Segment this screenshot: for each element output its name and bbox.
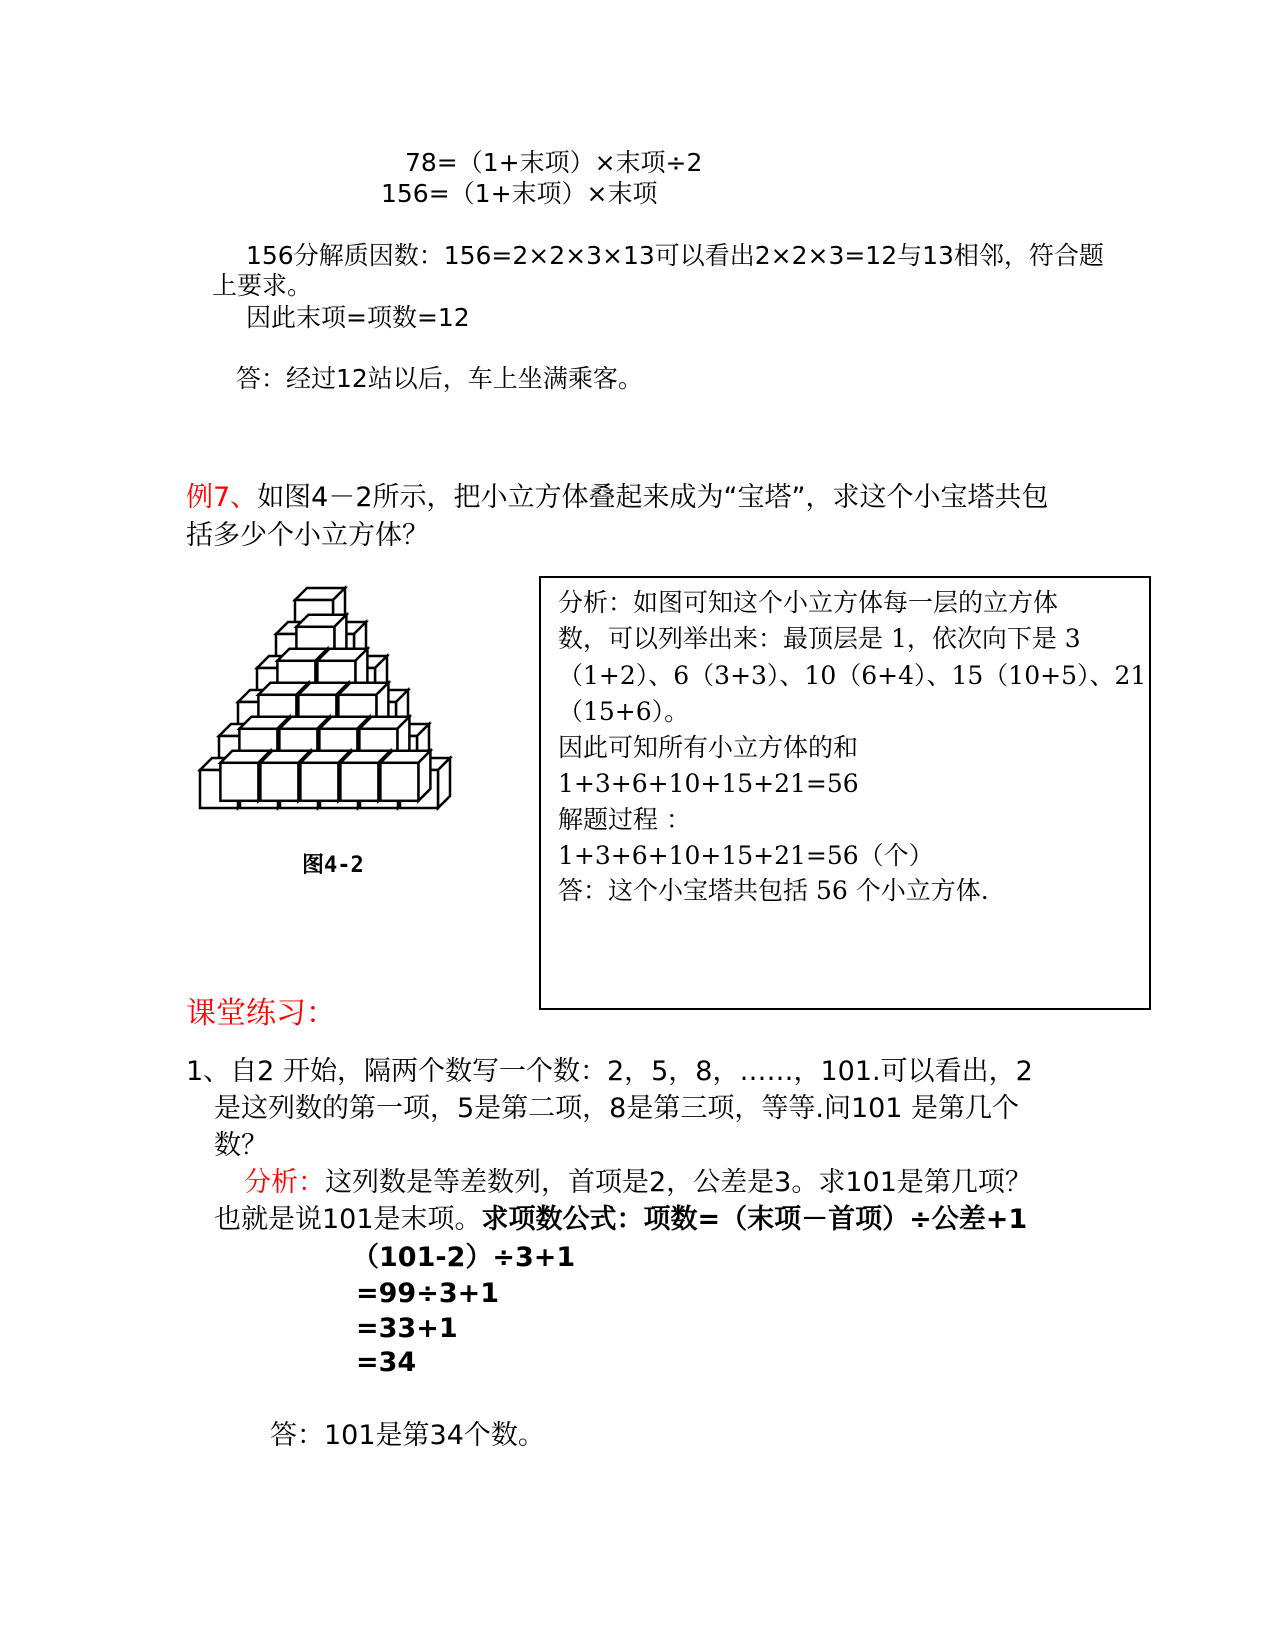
calc-step-4: =34 (356, 1347, 417, 1378)
analysis-line: 1+3+6+10+15+21=56（个） (558, 841, 934, 870)
analysis-line: （15+6）。 (558, 697, 690, 726)
question-1-line-3: 数？ (214, 1130, 268, 1161)
practice-answer: 答：101是第34个数。 (270, 1420, 545, 1451)
analysis-line: 答：这个小宝塔共包括 56 个小立方体. (558, 876, 989, 905)
analysis-line: 数，可以列举出来：最顶层是 1，依次向下是 3 (558, 624, 1081, 653)
practice-analysis-label: 分析： (244, 1167, 325, 1198)
example-7-line-2: 括多少个小立方体？ (186, 520, 429, 551)
cube-pagoda-figure (196, 562, 466, 848)
equation-2: 156=（1+末项）×末项 (381, 179, 658, 208)
example-7-line-1 (186, 480, 1049, 516)
factor-line-2: 上要求。 (212, 271, 313, 300)
practice-analysis-cont (214, 1202, 1027, 1238)
example-7-label: 例7、 (186, 482, 258, 513)
question-1-line-2: 是这列数的第一项，5是第二项，8是第三项，等等.问101 是第几个 (214, 1093, 1020, 1124)
analysis-line: （1+2）、6（3+3）、10（6+4）、15（10+5）、21 (558, 661, 1147, 690)
term-count-formula: 求项数公式：项数=（末项－首项）÷公差+1 (481, 1204, 1028, 1235)
practice-analysis-text: 这列数是等差数列，首项是2，公差是3。求101是第几项？ (325, 1167, 1032, 1198)
calc-step-1: （101-2）÷3+1 (352, 1242, 576, 1273)
conclusion-line: 因此末项=项数=12 (246, 303, 470, 332)
answer-line: 答：经过12站以后，车上坐满乘客。 (236, 364, 643, 393)
analysis-line: 分析：如图可知这个小立方体每一层的立方体 (558, 588, 1059, 617)
analysis-box (539, 576, 1151, 1010)
cube (380, 751, 430, 801)
practice-title: 课堂练习： (186, 996, 336, 1031)
analysis-line: 1+3+6+10+15+21=56 (558, 769, 859, 798)
equation-1: 78=（1+末项）×末项÷2 (405, 148, 703, 177)
example-7-text-1: 如图4－2所示，把小立方体叠起来成为“宝塔”，求这个小宝塔共包 (257, 482, 1049, 513)
calc-step-3: =33+1 (356, 1313, 458, 1344)
analysis-line: 因此可知所有小立方体的和 (558, 733, 859, 762)
calc-step-2: =99÷3+1 (356, 1278, 500, 1309)
analysis-line: 解题过程 ： (558, 805, 691, 834)
figure-caption: 图4-2 (302, 853, 364, 878)
practice-analysis-cont-text: 也就是说101是末项。 (214, 1204, 482, 1235)
factor-line-1: 156分解质因数：156=2×2×3×13可以看出2×2×3=12与13相邻，符合题 (246, 241, 1104, 270)
practice-analysis-line (244, 1165, 1032, 1201)
question-1-line-1: 1、自2 开始，隔两个数写一个数：2，5，8，……，101.可以看出，2 (186, 1056, 1033, 1087)
